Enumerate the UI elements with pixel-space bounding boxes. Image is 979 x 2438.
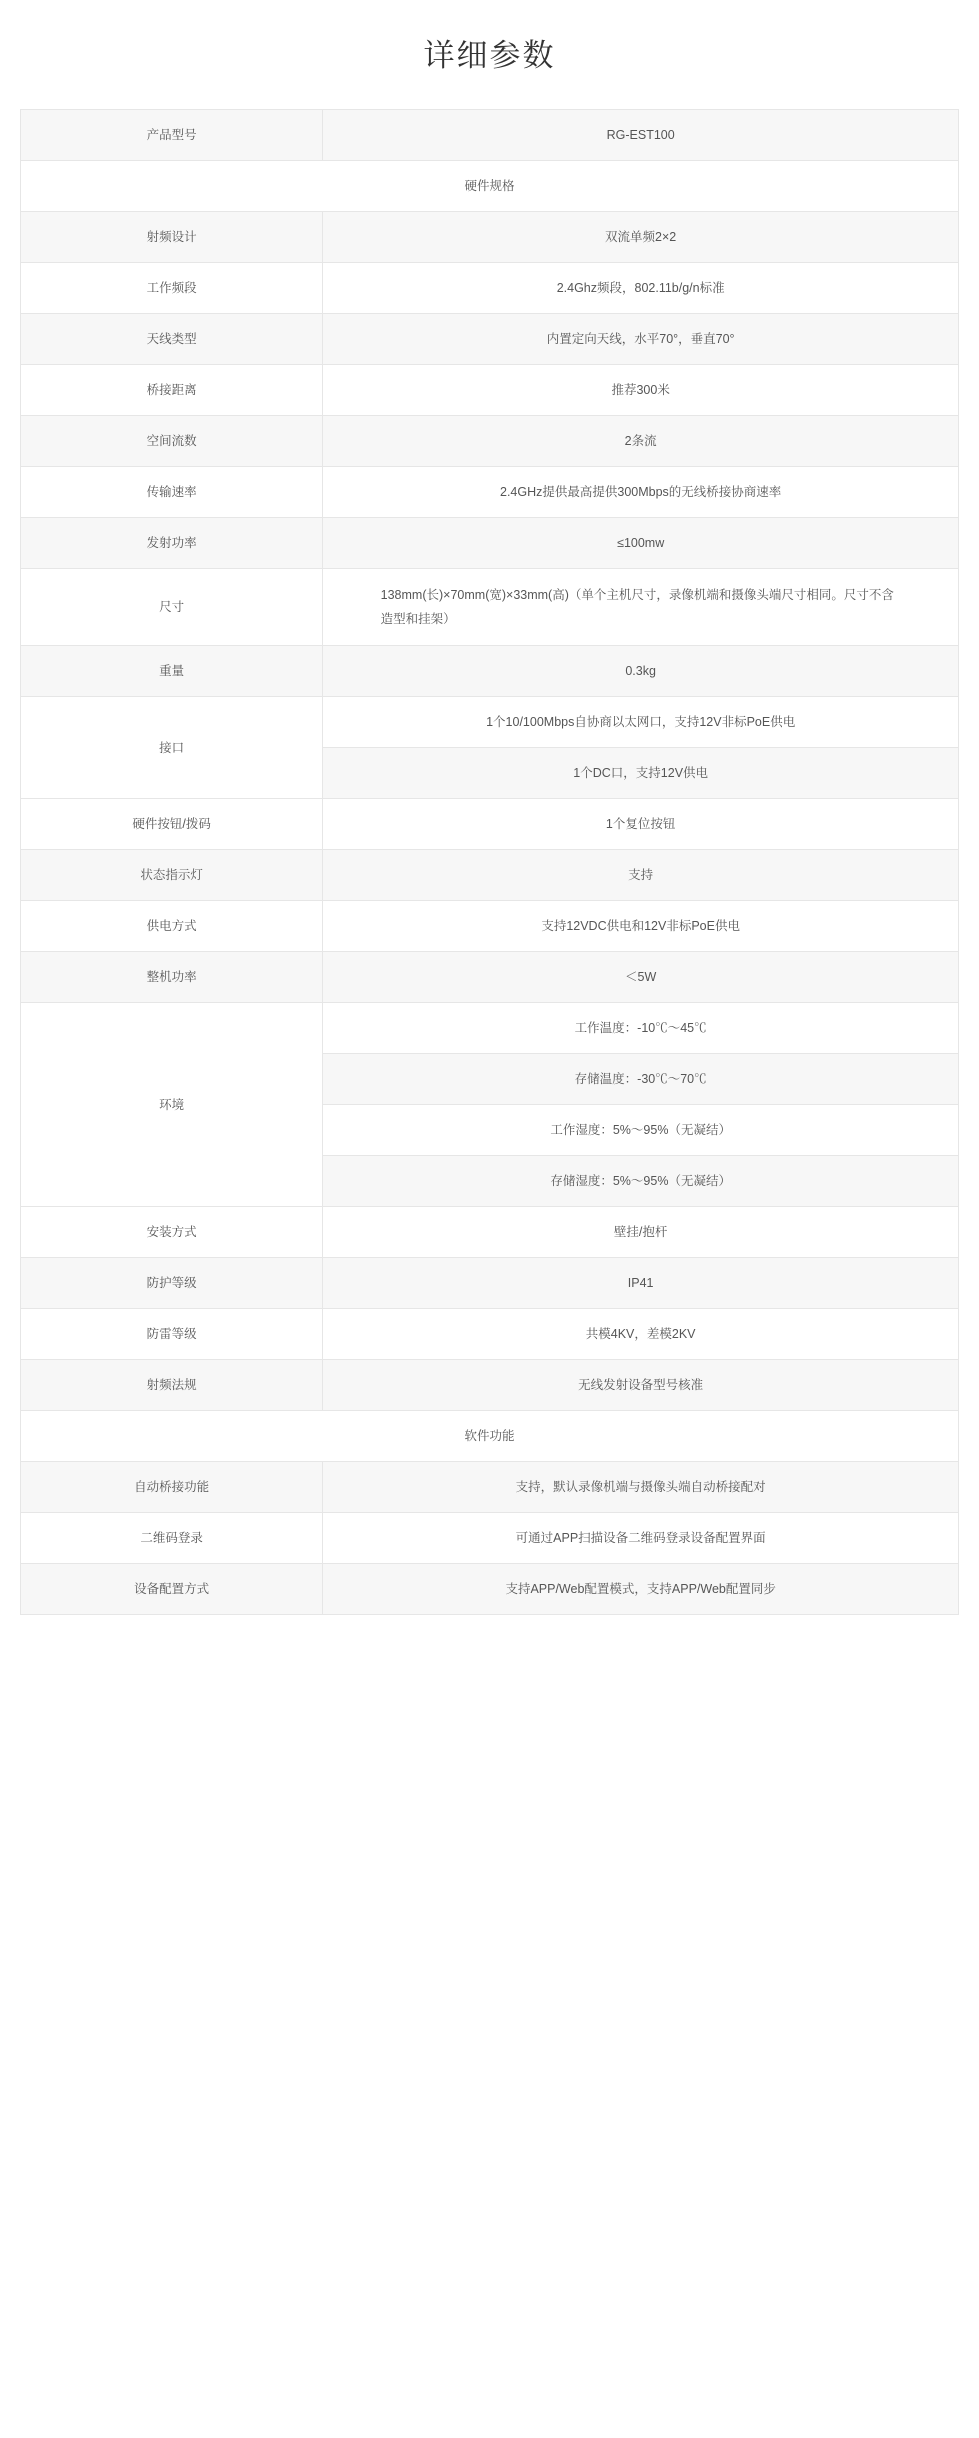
spec-section-row bbox=[21, 161, 959, 212]
spec-value bbox=[323, 748, 959, 799]
spec-section-title: 软件功能 bbox=[21, 1411, 959, 1462]
spec-row bbox=[21, 697, 959, 748]
spec-value-text: 内置定向天线，水平70°，垂直70° bbox=[546, 332, 735, 346]
spec-value bbox=[323, 212, 959, 263]
spec-row bbox=[21, 365, 959, 416]
spec-row bbox=[21, 1360, 959, 1411]
spec-row bbox=[21, 1207, 959, 1258]
spec-value bbox=[323, 1054, 959, 1105]
spec-label: 供电方式 bbox=[21, 901, 323, 952]
spec-row bbox=[21, 212, 959, 263]
spec-row bbox=[21, 1564, 959, 1615]
spec-value bbox=[323, 1462, 959, 1513]
spec-value-text: 存储湿度：5%～95%（无凝结） bbox=[550, 1174, 731, 1188]
spec-label: 整机功率 bbox=[21, 952, 323, 1003]
spec-label: 环境 bbox=[21, 1003, 323, 1207]
spec-value bbox=[323, 467, 959, 518]
spec-value bbox=[323, 1105, 959, 1156]
spec-value-text: 138mm(长)×70mm(宽)×33mm(高)（单个主机尺寸，录像机端和摄像头端尺寸相同。尺寸不含造型和挂架） bbox=[380, 588, 894, 626]
spec-label: 射频法规 bbox=[21, 1360, 323, 1411]
spec-value bbox=[323, 1003, 959, 1054]
spec-row bbox=[21, 901, 959, 952]
spec-row bbox=[21, 1003, 959, 1054]
spec-value-text: 推荐300米 bbox=[611, 383, 670, 397]
spec-label: 天线类型 bbox=[21, 314, 323, 365]
spec-value bbox=[323, 518, 959, 569]
spec-row bbox=[21, 467, 959, 518]
spec-value-text: 0.3kg bbox=[625, 664, 656, 678]
spec-value-text: ＜5W bbox=[625, 970, 657, 984]
spec-label: 工作频段 bbox=[21, 263, 323, 314]
spec-row bbox=[21, 646, 959, 697]
spec-value bbox=[323, 1360, 959, 1411]
spec-table-container bbox=[0, 109, 979, 1655]
spec-value-text: 支持 bbox=[628, 868, 654, 882]
spec-value bbox=[323, 1207, 959, 1258]
spec-value-text: 支持，默认录像机端与摄像头端自动桥接配对 bbox=[515, 1480, 766, 1494]
spec-value bbox=[323, 1156, 959, 1207]
spec-value-text: 存储温度：-30℃～70℃ bbox=[574, 1072, 707, 1086]
spec-value-text: 工作湿度：5%～95%（无凝结） bbox=[550, 1123, 731, 1137]
spec-label: 硬件按钮/拨码 bbox=[21, 799, 323, 850]
spec-value bbox=[323, 697, 959, 748]
spec-value bbox=[323, 416, 959, 467]
spec-value-text: 2.4Ghz频段，802.11b/g/n标准 bbox=[556, 281, 725, 295]
spec-value bbox=[323, 901, 959, 952]
spec-row bbox=[21, 518, 959, 569]
spec-value-text: ≤100mw bbox=[617, 536, 665, 550]
spec-value-text: 1个10/100Mbps自协商以太网口，支持12V非标PoE供电 bbox=[486, 715, 796, 729]
spec-value bbox=[323, 569, 959, 646]
spec-value-text: 1个复位按钮 bbox=[605, 817, 676, 831]
spec-section-row bbox=[21, 1411, 959, 1462]
spec-row bbox=[21, 1309, 959, 1360]
spec-value bbox=[323, 263, 959, 314]
spec-row bbox=[21, 263, 959, 314]
spec-value bbox=[323, 1513, 959, 1564]
spec-value-text: 1个DC口，支持12V供电 bbox=[573, 766, 709, 780]
spec-value-text: 2条流 bbox=[624, 434, 657, 448]
spec-label: 桥接距离 bbox=[21, 365, 323, 416]
spec-value bbox=[323, 646, 959, 697]
spec-label: 发射功率 bbox=[21, 518, 323, 569]
spec-label: 产品型号 bbox=[21, 110, 323, 161]
spec-value bbox=[323, 799, 959, 850]
spec-value-text: IP41 bbox=[627, 1276, 654, 1290]
spec-value bbox=[323, 314, 959, 365]
spec-label: 设备配置方式 bbox=[21, 1564, 323, 1615]
page-title: 详细参数 bbox=[423, 38, 556, 73]
specification-table bbox=[20, 109, 959, 1615]
spec-row bbox=[21, 569, 959, 646]
spec-label: 自动桥接功能 bbox=[21, 1462, 323, 1513]
spec-value-text: 共模4KV，差模2KV bbox=[585, 1327, 696, 1341]
spec-row bbox=[21, 314, 959, 365]
spec-value-text: 双流单频2×2 bbox=[605, 230, 677, 244]
spec-row bbox=[21, 1513, 959, 1564]
spec-value-text: 壁挂/抱杆 bbox=[613, 1225, 668, 1239]
spec-value-text: 2.4GHz提供最高提供300Mbps的无线桥接协商速率 bbox=[500, 485, 782, 499]
spec-label: 防护等级 bbox=[21, 1258, 323, 1309]
spec-label: 接口 bbox=[21, 697, 323, 799]
spec-value-text: 支持12VDC供电和12V非标PoE供电 bbox=[541, 919, 740, 933]
spec-label: 安装方式 bbox=[21, 1207, 323, 1258]
spec-value bbox=[323, 1309, 959, 1360]
spec-row bbox=[21, 1258, 959, 1309]
spec-label: 射频设计 bbox=[21, 212, 323, 263]
spec-row bbox=[21, 416, 959, 467]
spec-row bbox=[21, 952, 959, 1003]
spec-label: 二维码登录 bbox=[21, 1513, 323, 1564]
spec-label: 状态指示灯 bbox=[21, 850, 323, 901]
spec-label: 空间流数 bbox=[21, 416, 323, 467]
spec-label: 尺寸 bbox=[21, 569, 323, 646]
spec-value-text: 可通过APP扫描设备二维码登录设备配置界面 bbox=[515, 1531, 766, 1545]
spec-row bbox=[21, 110, 959, 161]
spec-value bbox=[323, 952, 959, 1003]
spec-value-text: RG-EST100 bbox=[606, 128, 675, 142]
spec-section-title: 硬件规格 bbox=[21, 161, 959, 212]
spec-value bbox=[323, 1564, 959, 1615]
spec-label: 防雷等级 bbox=[21, 1309, 323, 1360]
spec-label: 传输速率 bbox=[21, 467, 323, 518]
spec-row bbox=[21, 850, 959, 901]
spec-value-text: 无线发射设备型号核准 bbox=[578, 1378, 704, 1392]
spec-value bbox=[323, 365, 959, 416]
spec-value bbox=[323, 1258, 959, 1309]
spec-row bbox=[21, 1462, 959, 1513]
spec-row bbox=[21, 799, 959, 850]
spec-table-body bbox=[21, 110, 959, 1615]
spec-value bbox=[323, 110, 959, 161]
spec-value bbox=[323, 850, 959, 901]
spec-value-text: 支持APP/Web配置模式，支持APP/Web配置同步 bbox=[505, 1582, 776, 1596]
spec-label: 重量 bbox=[21, 646, 323, 697]
spec-value-text: 工作温度：-10℃～45℃ bbox=[574, 1021, 707, 1035]
